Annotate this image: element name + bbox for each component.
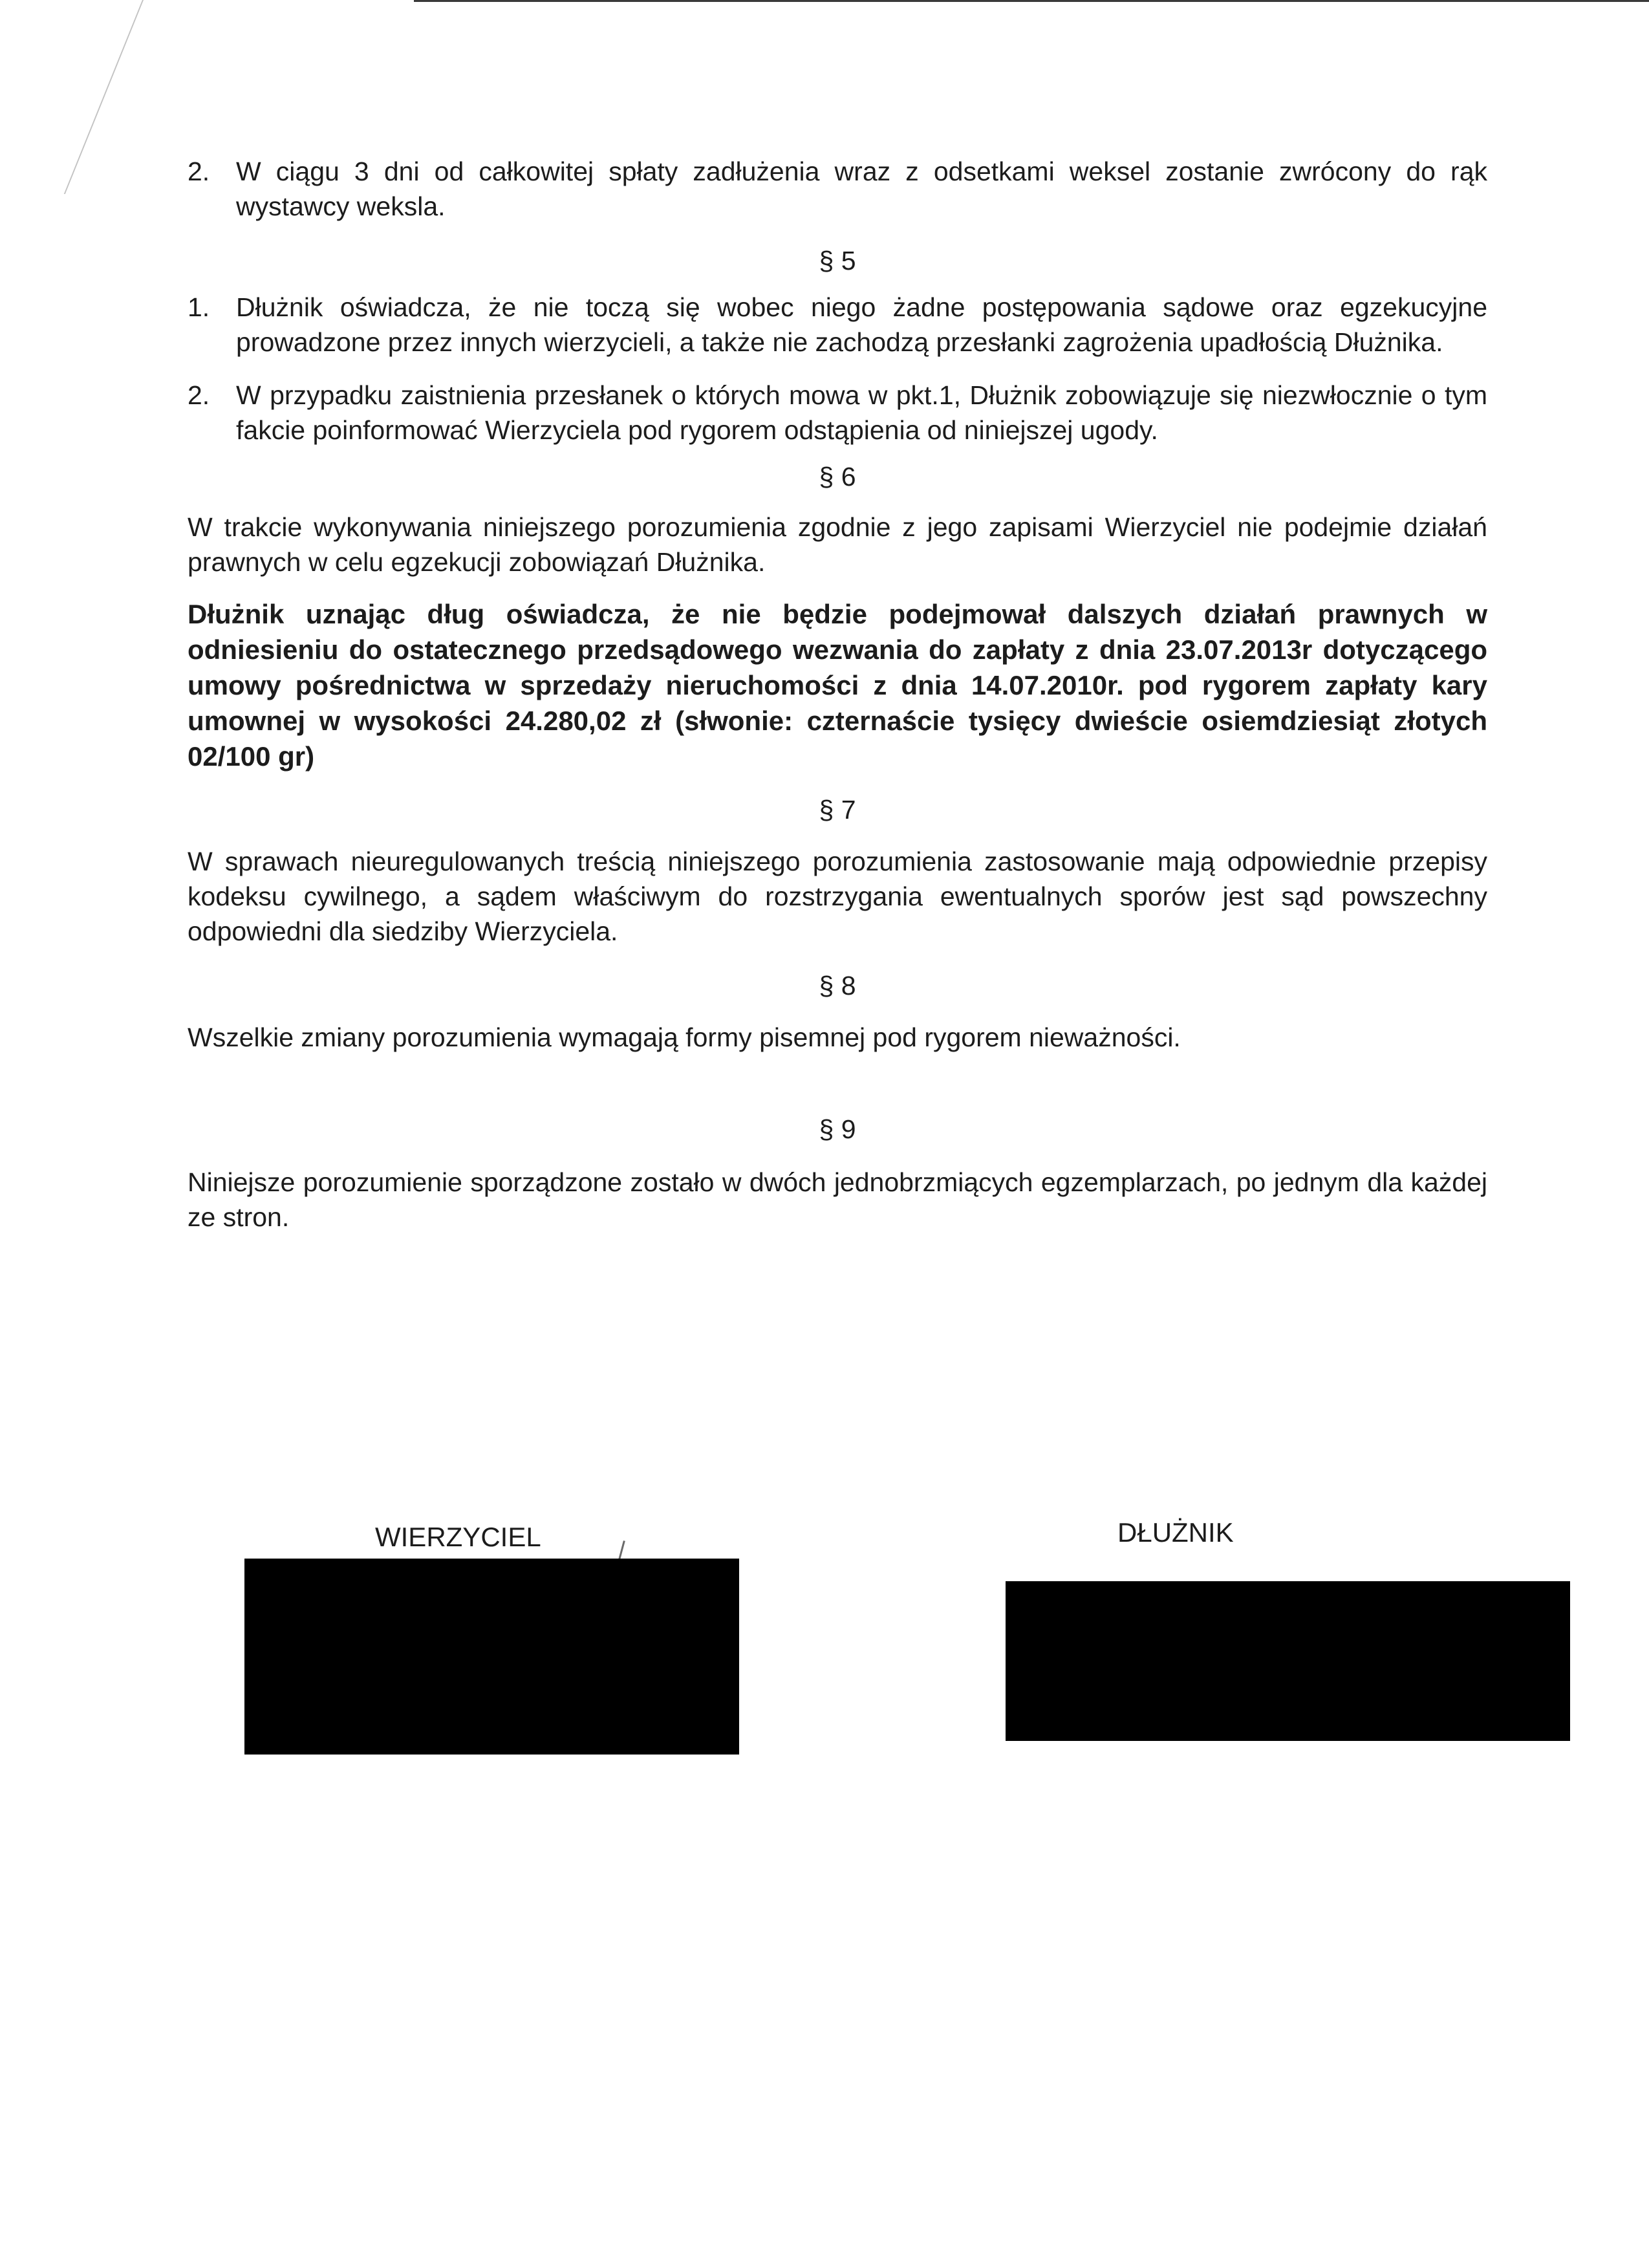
scan-fold-mark [0, 0, 144, 194]
clause-4-2 [188, 154, 1487, 224]
clause-6-debt-acknowledgement: Dłużnik uznając dług oświadcza, że nie będzie podejmował dalszych działań prawnych w odniesieniu do ostatecznego przedsądowego wezwania do zapłaty z dnia 23.07.2013r dotyczącego umowy pośrednictwa w sprzedaży nieruchomości z dnia 14.07.2010r. pod rygorem zapłaty kary umownej w wysokości 24.280,02 zł (słwonie: czternaście tysięcy dwieście osiemdziesiąt złotych 02/100 gr) [188, 599, 1487, 772]
section-heading-9: § 9 [819, 1114, 856, 1144]
clause-7-text: W sprawach nieuregulowanych treścią niniejszego porozumienia zastosowanie mają odpowiednie przepisy kodeksu cywilnego, a sądem właściwym do rozstrzygania ewentualnych sporów jest sąd powszechny odpowiedni dla siedziby Wierzyciela. [188, 847, 1487, 946]
clause-number: 1. [188, 292, 210, 322]
debtor-signature-redaction [1006, 1581, 1570, 1741]
clause-text: W ciągu 3 dni od całkowitej spłaty zadłużenia wraz z odsetkami weksel zostanie zwrócony do rąk wystawcy weksla. [236, 157, 1487, 221]
creditor-signature-redaction [244, 1559, 739, 1755]
debtor-label: DŁUŻNIK [1117, 1517, 1234, 1548]
clause-number: 2. [188, 157, 210, 186]
clause-5-1 [188, 290, 1487, 360]
clause-6-text: W trakcie wykonywania niniejszego porozumienia zgodnie z jego zapisami Wierzyciel nie podejmie działań prawnych w celu egzekucji zobowiązań Dłużnika. [188, 512, 1487, 577]
section-heading-8: § 8 [819, 971, 856, 1000]
scan-edge-top [414, 0, 1649, 2]
pen-mark [618, 1540, 625, 1560]
section-heading-6: § 6 [819, 462, 856, 491]
clause-8-text: Wszelkie zmiany porozumienia wymagają formy pisemnej pod rygorem nieważności. [188, 1022, 1181, 1052]
clause-9-text: Niniejsze porozumienie sporządzone zostało w dwóch jednobrzmiących egzemplarzach, po jednym dla każdej ze stron. [188, 1167, 1487, 1232]
creditor-label: WIERZYCIEL [375, 1522, 541, 1552]
clause-5-2 [188, 378, 1487, 448]
clause-text: Dłużnik oświadcza, że nie toczą się wobec niego żadne postępowania sądowe oraz egzekucyjne prowadzone przez innych wierzycieli, a także nie zachodzą przesłanki zagrożenia upadłością Dłużnika. [236, 292, 1487, 357]
document-body [188, 154, 1487, 1235]
section-heading-5: § 5 [819, 246, 856, 275]
clause-number: 2. [188, 380, 210, 410]
section-heading-7: § 7 [819, 795, 856, 825]
clause-text: W przypadku zaistnienia przesłanek o których mowa w pkt.1, Dłużnik zobowiązuje się niezwłocznie o tym fakcie poinformować Wierzyciela pod rygorem odstąpienia od niniejszej ugody. [236, 380, 1487, 445]
